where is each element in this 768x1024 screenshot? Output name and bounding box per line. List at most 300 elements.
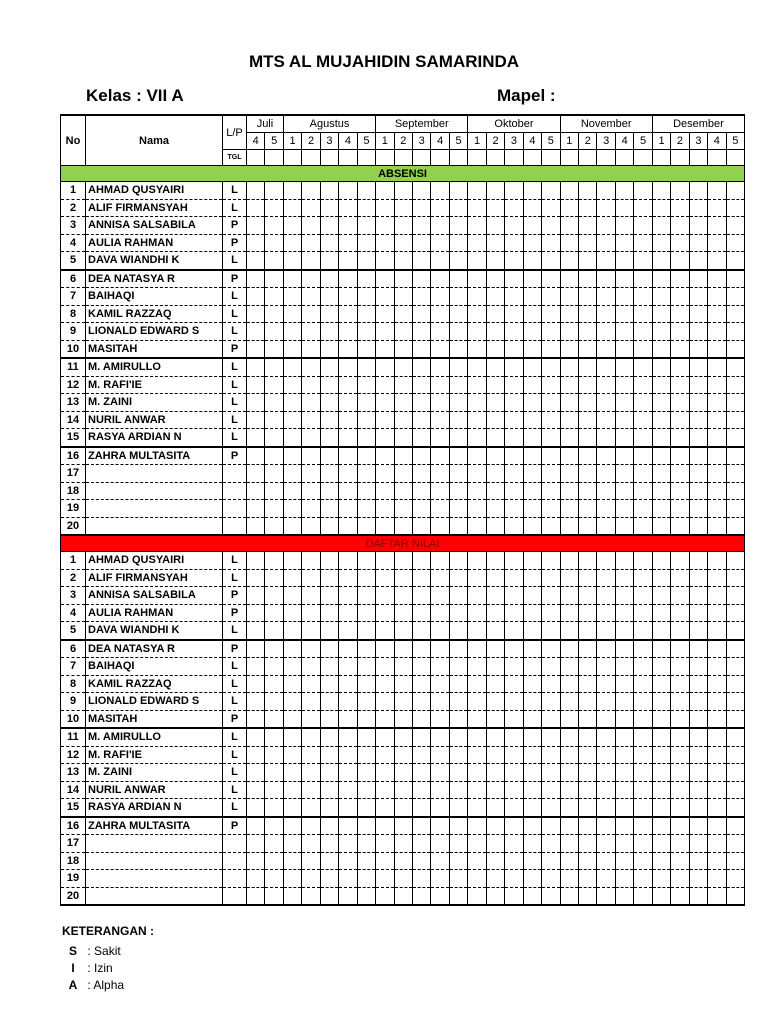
- entry-cell[interactable]: [283, 746, 301, 764]
- entry-cell[interactable]: [579, 746, 597, 764]
- entry-cell[interactable]: [357, 728, 375, 746]
- entry-cell[interactable]: [523, 728, 541, 746]
- entry-cell[interactable]: [726, 447, 744, 465]
- entry-cell[interactable]: [726, 799, 744, 817]
- entry-cell[interactable]: [560, 569, 578, 587]
- entry-cell[interactable]: [302, 482, 320, 500]
- entry-cell[interactable]: [689, 199, 707, 217]
- entry-cell[interactable]: [523, 887, 541, 905]
- entry-cell[interactable]: [486, 500, 504, 518]
- entry-cell[interactable]: [542, 675, 561, 693]
- entry-cell[interactable]: [634, 870, 652, 888]
- entry-cell[interactable]: [468, 340, 486, 358]
- entry-cell[interactable]: [339, 799, 357, 817]
- entry-cell[interactable]: [468, 817, 486, 835]
- entry-cell[interactable]: [394, 764, 412, 782]
- entry-cell[interactable]: [376, 217, 394, 235]
- entry-cell[interactable]: [486, 887, 504, 905]
- entry-cell[interactable]: [449, 693, 467, 711]
- entry-cell[interactable]: [560, 340, 578, 358]
- entry-cell[interactable]: [431, 394, 449, 412]
- entry-cell[interactable]: [652, 870, 670, 888]
- entry-cell[interactable]: [652, 234, 670, 252]
- entry-cell[interactable]: [283, 429, 301, 447]
- entry-cell[interactable]: [449, 340, 467, 358]
- entry-cell[interactable]: [468, 305, 486, 323]
- entry-cell[interactable]: [726, 305, 744, 323]
- entry-cell[interactable]: [320, 358, 338, 376]
- entry-cell[interactable]: [468, 693, 486, 711]
- entry-cell[interactable]: [486, 305, 504, 323]
- entry-cell[interactable]: [634, 288, 652, 306]
- entry-cell[interactable]: [357, 217, 375, 235]
- entry-cell[interactable]: [615, 199, 633, 217]
- entry-cell[interactable]: [320, 640, 338, 658]
- entry-cell[interactable]: [247, 305, 265, 323]
- entry-cell[interactable]: [394, 675, 412, 693]
- entry-cell[interactable]: [560, 764, 578, 782]
- entry-cell[interactable]: [579, 376, 597, 394]
- entry-cell[interactable]: [505, 852, 523, 870]
- entry-cell[interactable]: [413, 569, 431, 587]
- entry-cell[interactable]: [394, 640, 412, 658]
- entry-cell[interactable]: [634, 217, 652, 235]
- entry-cell[interactable]: [486, 622, 504, 640]
- entry-cell[interactable]: [708, 870, 726, 888]
- entry-cell[interactable]: [597, 781, 615, 799]
- entry-cell[interactable]: [283, 500, 301, 518]
- entry-cell[interactable]: [449, 394, 467, 412]
- entry-cell[interactable]: [689, 394, 707, 412]
- entry-cell[interactable]: [726, 781, 744, 799]
- entry-cell[interactable]: [449, 658, 467, 676]
- entry-cell[interactable]: [486, 587, 504, 605]
- entry-cell[interactable]: [339, 622, 357, 640]
- entry-cell[interactable]: [339, 587, 357, 605]
- entry-cell[interactable]: [339, 552, 357, 570]
- entry-cell[interactable]: [413, 394, 431, 412]
- entry-cell[interactable]: [431, 429, 449, 447]
- entry-cell[interactable]: [615, 604, 633, 622]
- entry-cell[interactable]: [689, 234, 707, 252]
- entry-cell[interactable]: [320, 817, 338, 835]
- entry-cell[interactable]: [449, 234, 467, 252]
- entry-cell[interactable]: [449, 376, 467, 394]
- entry-cell[interactable]: [265, 323, 283, 341]
- entry-cell[interactable]: [376, 500, 394, 518]
- entry-cell[interactable]: [468, 835, 486, 853]
- entry-cell[interactable]: [597, 340, 615, 358]
- entry-cell[interactable]: [523, 852, 541, 870]
- entry-cell[interactable]: [726, 234, 744, 252]
- entry-cell[interactable]: [449, 270, 467, 288]
- entry-cell[interactable]: [302, 728, 320, 746]
- entry-cell[interactable]: [265, 552, 283, 570]
- entry-cell[interactable]: [283, 675, 301, 693]
- entry-cell[interactable]: [357, 234, 375, 252]
- entry-cell[interactable]: [449, 569, 467, 587]
- entry-cell[interactable]: [726, 270, 744, 288]
- entry-cell[interactable]: [505, 305, 523, 323]
- entry-cell[interactable]: [708, 482, 726, 500]
- entry-cell[interactable]: [468, 552, 486, 570]
- entry-cell[interactable]: [652, 252, 670, 270]
- entry-cell[interactable]: [505, 569, 523, 587]
- entry-cell[interactable]: [449, 182, 467, 200]
- entry-cell[interactable]: [652, 376, 670, 394]
- entry-cell[interactable]: [505, 587, 523, 605]
- entry-cell[interactable]: [394, 323, 412, 341]
- entry-cell[interactable]: [652, 465, 670, 483]
- entry-cell[interactable]: [468, 781, 486, 799]
- entry-cell[interactable]: [449, 482, 467, 500]
- entry-cell[interactable]: [726, 852, 744, 870]
- entry-cell[interactable]: [376, 604, 394, 622]
- entry-cell[interactable]: [302, 675, 320, 693]
- entry-cell[interactable]: [376, 640, 394, 658]
- entry-cell[interactable]: [413, 376, 431, 394]
- entry-cell[interactable]: [449, 411, 467, 429]
- entry-cell[interactable]: [726, 217, 744, 235]
- entry-cell[interactable]: [394, 728, 412, 746]
- entry-cell[interactable]: [671, 288, 689, 306]
- entry-cell[interactable]: [302, 411, 320, 429]
- entry-cell[interactable]: [542, 552, 561, 570]
- entry-cell[interactable]: [634, 482, 652, 500]
- entry-cell[interactable]: [542, 658, 561, 676]
- entry-cell[interactable]: [302, 500, 320, 518]
- entry-cell[interactable]: [265, 658, 283, 676]
- entry-cell[interactable]: [542, 781, 561, 799]
- entry-cell[interactable]: [652, 358, 670, 376]
- entry-cell[interactable]: [634, 799, 652, 817]
- entry-cell[interactable]: [560, 482, 578, 500]
- entry-cell[interactable]: [247, 693, 265, 711]
- entry-cell[interactable]: [523, 746, 541, 764]
- entry-cell[interactable]: [523, 270, 541, 288]
- entry-cell[interactable]: [560, 746, 578, 764]
- entry-cell[interactable]: [523, 764, 541, 782]
- entry-cell[interactable]: [302, 358, 320, 376]
- entry-cell[interactable]: [449, 199, 467, 217]
- entry-cell[interactable]: [376, 358, 394, 376]
- entry-cell[interactable]: [247, 234, 265, 252]
- entry-cell[interactable]: [579, 675, 597, 693]
- entry-cell[interactable]: [431, 182, 449, 200]
- entry-cell[interactable]: [376, 587, 394, 605]
- entry-cell[interactable]: [302, 394, 320, 412]
- entry-cell[interactable]: [726, 604, 744, 622]
- entry-cell[interactable]: [634, 781, 652, 799]
- entry-cell[interactable]: [615, 693, 633, 711]
- entry-cell[interactable]: [615, 781, 633, 799]
- entry-cell[interactable]: [486, 465, 504, 483]
- entry-cell[interactable]: [320, 852, 338, 870]
- date-cell[interactable]: [542, 150, 561, 166]
- entry-cell[interactable]: [486, 658, 504, 676]
- entry-cell[interactable]: [523, 182, 541, 200]
- entry-cell[interactable]: [560, 835, 578, 853]
- entry-cell[interactable]: [726, 587, 744, 605]
- entry-cell[interactable]: [579, 587, 597, 605]
- entry-cell[interactable]: [394, 852, 412, 870]
- entry-cell[interactable]: [320, 658, 338, 676]
- entry-cell[interactable]: [689, 305, 707, 323]
- entry-cell[interactable]: [597, 376, 615, 394]
- entry-cell[interactable]: [726, 376, 744, 394]
- entry-cell[interactable]: [579, 604, 597, 622]
- entry-cell[interactable]: [283, 323, 301, 341]
- entry-cell[interactable]: [597, 799, 615, 817]
- entry-cell[interactable]: [671, 799, 689, 817]
- entry-cell[interactable]: [247, 870, 265, 888]
- entry-cell[interactable]: [726, 569, 744, 587]
- entry-cell[interactable]: [689, 887, 707, 905]
- entry-cell[interactable]: [708, 182, 726, 200]
- entry-cell[interactable]: [339, 340, 357, 358]
- entry-cell[interactable]: [671, 675, 689, 693]
- entry-cell[interactable]: [671, 482, 689, 500]
- entry-cell[interactable]: [413, 252, 431, 270]
- entry-cell[interactable]: [449, 252, 467, 270]
- entry-cell[interactable]: [689, 746, 707, 764]
- entry-cell[interactable]: [652, 482, 670, 500]
- entry-cell[interactable]: [523, 288, 541, 306]
- entry-cell[interactable]: [302, 288, 320, 306]
- entry-cell[interactable]: [689, 270, 707, 288]
- date-cell[interactable]: [265, 150, 283, 166]
- entry-cell[interactable]: [708, 587, 726, 605]
- entry-cell[interactable]: [320, 870, 338, 888]
- entry-cell[interactable]: [523, 394, 541, 412]
- entry-cell[interactable]: [708, 710, 726, 728]
- entry-cell[interactable]: [265, 622, 283, 640]
- entry-cell[interactable]: [634, 358, 652, 376]
- entry-cell[interactable]: [652, 817, 670, 835]
- entry-cell[interactable]: [431, 852, 449, 870]
- entry-cell[interactable]: [597, 234, 615, 252]
- entry-cell[interactable]: [394, 604, 412, 622]
- entry-cell[interactable]: [523, 693, 541, 711]
- entry-cell[interactable]: [247, 746, 265, 764]
- entry-cell[interactable]: [523, 710, 541, 728]
- entry-cell[interactable]: [634, 447, 652, 465]
- entry-cell[interactable]: [413, 411, 431, 429]
- entry-cell[interactable]: [302, 764, 320, 782]
- entry-cell[interactable]: [283, 852, 301, 870]
- entry-cell[interactable]: [523, 411, 541, 429]
- entry-cell[interactable]: [615, 728, 633, 746]
- entry-cell[interactable]: [357, 340, 375, 358]
- entry-cell[interactable]: [689, 447, 707, 465]
- entry-cell[interactable]: [726, 710, 744, 728]
- entry-cell[interactable]: [708, 358, 726, 376]
- entry-cell[interactable]: [394, 693, 412, 711]
- entry-cell[interactable]: [468, 569, 486, 587]
- entry-cell[interactable]: [615, 587, 633, 605]
- entry-cell[interactable]: [597, 658, 615, 676]
- entry-cell[interactable]: [339, 500, 357, 518]
- entry-cell[interactable]: [265, 288, 283, 306]
- entry-cell[interactable]: [708, 465, 726, 483]
- entry-cell[interactable]: [431, 799, 449, 817]
- entry-cell[interactable]: [634, 746, 652, 764]
- entry-cell[interactable]: [652, 411, 670, 429]
- entry-cell[interactable]: [247, 569, 265, 587]
- entry-cell[interactable]: [505, 887, 523, 905]
- entry-cell[interactable]: [615, 852, 633, 870]
- entry-cell[interactable]: [560, 447, 578, 465]
- entry-cell[interactable]: [542, 288, 561, 306]
- entry-cell[interactable]: [542, 587, 561, 605]
- entry-cell[interactable]: [634, 465, 652, 483]
- entry-cell[interactable]: [265, 693, 283, 711]
- entry-cell[interactable]: [339, 288, 357, 306]
- entry-cell[interactable]: [357, 569, 375, 587]
- entry-cell[interactable]: [247, 252, 265, 270]
- entry-cell[interactable]: [560, 728, 578, 746]
- entry-cell[interactable]: [486, 217, 504, 235]
- entry-cell[interactable]: [597, 199, 615, 217]
- entry-cell[interactable]: [265, 482, 283, 500]
- date-cell[interactable]: [339, 150, 357, 166]
- entry-cell[interactable]: [468, 217, 486, 235]
- entry-cell[interactable]: [708, 323, 726, 341]
- entry-cell[interactable]: [265, 710, 283, 728]
- entry-cell[interactable]: [265, 728, 283, 746]
- date-cell[interactable]: [560, 150, 578, 166]
- entry-cell[interactable]: [394, 658, 412, 676]
- entry-cell[interactable]: [468, 852, 486, 870]
- entry-cell[interactable]: [523, 305, 541, 323]
- entry-cell[interactable]: [265, 835, 283, 853]
- entry-cell[interactable]: [265, 252, 283, 270]
- entry-cell[interactable]: [283, 358, 301, 376]
- entry-cell[interactable]: [689, 640, 707, 658]
- entry-cell[interactable]: [394, 394, 412, 412]
- entry-cell[interactable]: [486, 358, 504, 376]
- date-cell[interactable]: [523, 150, 541, 166]
- entry-cell[interactable]: [247, 500, 265, 518]
- entry-cell[interactable]: [357, 358, 375, 376]
- entry-cell[interactable]: [634, 852, 652, 870]
- entry-cell[interactable]: [283, 552, 301, 570]
- entry-cell[interactable]: [339, 835, 357, 853]
- entry-cell[interactable]: [579, 517, 597, 535]
- entry-cell[interactable]: [708, 517, 726, 535]
- entry-cell[interactable]: [394, 288, 412, 306]
- entry-cell[interactable]: [357, 465, 375, 483]
- entry-cell[interactable]: [302, 799, 320, 817]
- entry-cell[interactable]: [431, 622, 449, 640]
- entry-cell[interactable]: [523, 517, 541, 535]
- date-cell[interactable]: [689, 150, 707, 166]
- entry-cell[interactable]: [357, 182, 375, 200]
- entry-cell[interactable]: [339, 746, 357, 764]
- entry-cell[interactable]: [597, 622, 615, 640]
- entry-cell[interactable]: [413, 640, 431, 658]
- entry-cell[interactable]: [449, 500, 467, 518]
- entry-cell[interactable]: [560, 658, 578, 676]
- entry-cell[interactable]: [394, 199, 412, 217]
- entry-cell[interactable]: [339, 764, 357, 782]
- entry-cell[interactable]: [413, 288, 431, 306]
- entry-cell[interactable]: [265, 358, 283, 376]
- entry-cell[interactable]: [560, 675, 578, 693]
- entry-cell[interactable]: [671, 182, 689, 200]
- entry-cell[interactable]: [283, 234, 301, 252]
- entry-cell[interactable]: [339, 482, 357, 500]
- entry-cell[interactable]: [283, 270, 301, 288]
- entry-cell[interactable]: [413, 217, 431, 235]
- entry-cell[interactable]: [413, 500, 431, 518]
- entry-cell[interactable]: [302, 817, 320, 835]
- entry-cell[interactable]: [320, 323, 338, 341]
- entry-cell[interactable]: [431, 817, 449, 835]
- entry-cell[interactable]: [247, 710, 265, 728]
- entry-cell[interactable]: [652, 552, 670, 570]
- entry-cell[interactable]: [615, 835, 633, 853]
- entry-cell[interactable]: [505, 217, 523, 235]
- entry-cell[interactable]: [283, 764, 301, 782]
- entry-cell[interactable]: [486, 604, 504, 622]
- entry-cell[interactable]: [449, 447, 467, 465]
- entry-cell[interactable]: [376, 482, 394, 500]
- entry-cell[interactable]: [597, 887, 615, 905]
- entry-cell[interactable]: [634, 270, 652, 288]
- entry-cell[interactable]: [247, 764, 265, 782]
- entry-cell[interactable]: [542, 411, 561, 429]
- entry-cell[interactable]: [542, 764, 561, 782]
- entry-cell[interactable]: [579, 340, 597, 358]
- entry-cell[interactable]: [579, 199, 597, 217]
- entry-cell[interactable]: [486, 394, 504, 412]
- entry-cell[interactable]: [671, 411, 689, 429]
- entry-cell[interactable]: [247, 182, 265, 200]
- entry-cell[interactable]: [708, 217, 726, 235]
- entry-cell[interactable]: [523, 817, 541, 835]
- entry-cell[interactable]: [671, 340, 689, 358]
- entry-cell[interactable]: [708, 552, 726, 570]
- entry-cell[interactable]: [413, 852, 431, 870]
- entry-cell[interactable]: [652, 640, 670, 658]
- entry-cell[interactable]: [523, 658, 541, 676]
- entry-cell[interactable]: [302, 852, 320, 870]
- entry-cell[interactable]: [376, 675, 394, 693]
- entry-cell[interactable]: [597, 640, 615, 658]
- entry-cell[interactable]: [542, 640, 561, 658]
- entry-cell[interactable]: [468, 658, 486, 676]
- entry-cell[interactable]: [468, 799, 486, 817]
- entry-cell[interactable]: [726, 429, 744, 447]
- entry-cell[interactable]: [708, 887, 726, 905]
- entry-cell[interactable]: [431, 305, 449, 323]
- entry-cell[interactable]: [726, 675, 744, 693]
- entry-cell[interactable]: [634, 622, 652, 640]
- date-cell[interactable]: [283, 150, 301, 166]
- entry-cell[interactable]: [394, 746, 412, 764]
- entry-cell[interactable]: [542, 358, 561, 376]
- entry-cell[interactable]: [597, 358, 615, 376]
- entry-cell[interactable]: [689, 604, 707, 622]
- entry-cell[interactable]: [597, 500, 615, 518]
- entry-cell[interactable]: [468, 252, 486, 270]
- entry-cell[interactable]: [302, 746, 320, 764]
- entry-cell[interactable]: [579, 500, 597, 518]
- entry-cell[interactable]: [302, 693, 320, 711]
- entry-cell[interactable]: [560, 252, 578, 270]
- entry-cell[interactable]: [431, 587, 449, 605]
